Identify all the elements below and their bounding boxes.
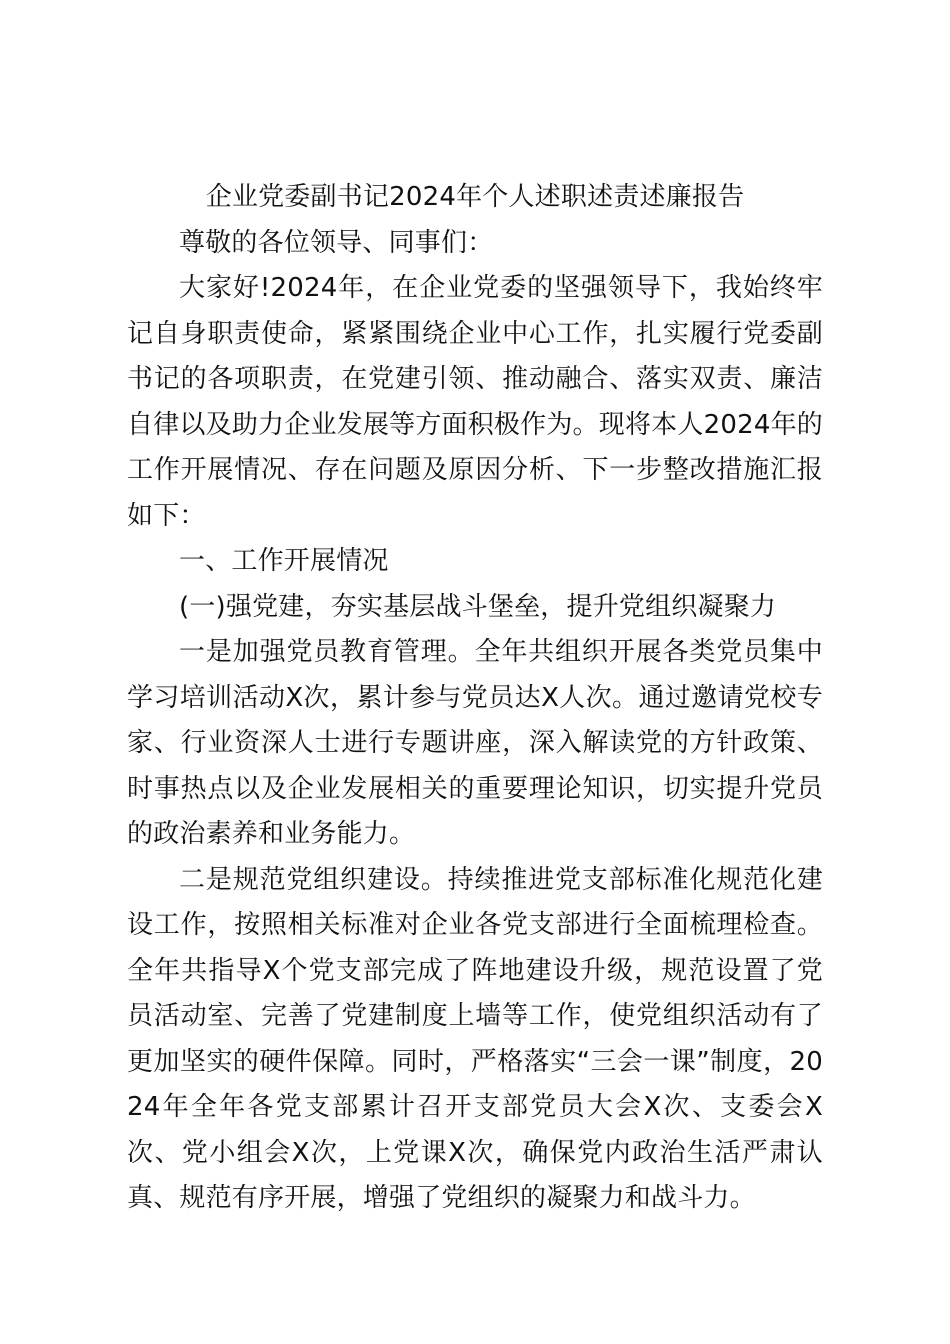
- section-heading: 一、工作开展情况: [179, 546, 389, 576]
- paragraph-intro: 大家好!2024年，在企业党委的坚强领导下，我始终牢记自身职责使命，紧紧围绕企业中心工作，扎实履行党委副书记的各项职责，在党建引领、推动融合、落实双责、廉洁自律以及助力企业发展等方面积极作为。现将本人2024年的工作开展情况、存在问题及原因分析、下一步整改措施汇报如下：: [127, 273, 823, 531]
- salutation: 尊敬的各位领导、同事们：: [179, 227, 494, 258]
- paragraph-organization-building: 二是规范党组织建设。持续推进党支部标准化规范化建设工作，按照相关标准对企业各党支部进行全面梳理检查。全年共指导X个党支部完成了阵地建设升级，规范设置了党员活动室、完善了党建制度上墙等工作，使党组织活动有了更加坚实的硬件保障。同时，严格落实“三会一课”制度，2024年全年各党支部累计召开支部党员大会X次、支委会X次、党小组会X次，上党课X次，确保党内政治生活严肃认真、规范有序开展，增强了党组织的凝聚力和战斗力。: [127, 864, 823, 1213]
- subsection-heading: (一)强党建，夯实基层战斗堡垒，提升党组织凝聚力: [179, 591, 777, 622]
- paragraph-party-education: 一是加强党员教育管理。全年共组织开展各类党员集中学习培训活动X次，累计参与党员达X人次。通过邀请党校专家、行业资深人士进行专题讲座，深入解读党的方针政策、时事热点以及企业发展相关的重要理论知识，切实提升党员的政治素养和业务能力。: [127, 637, 823, 849]
- document-title: 企业党委副书记2024年个人述职述责述廉报告: [205, 182, 745, 212]
- document-body: [127, 175, 823, 1222]
